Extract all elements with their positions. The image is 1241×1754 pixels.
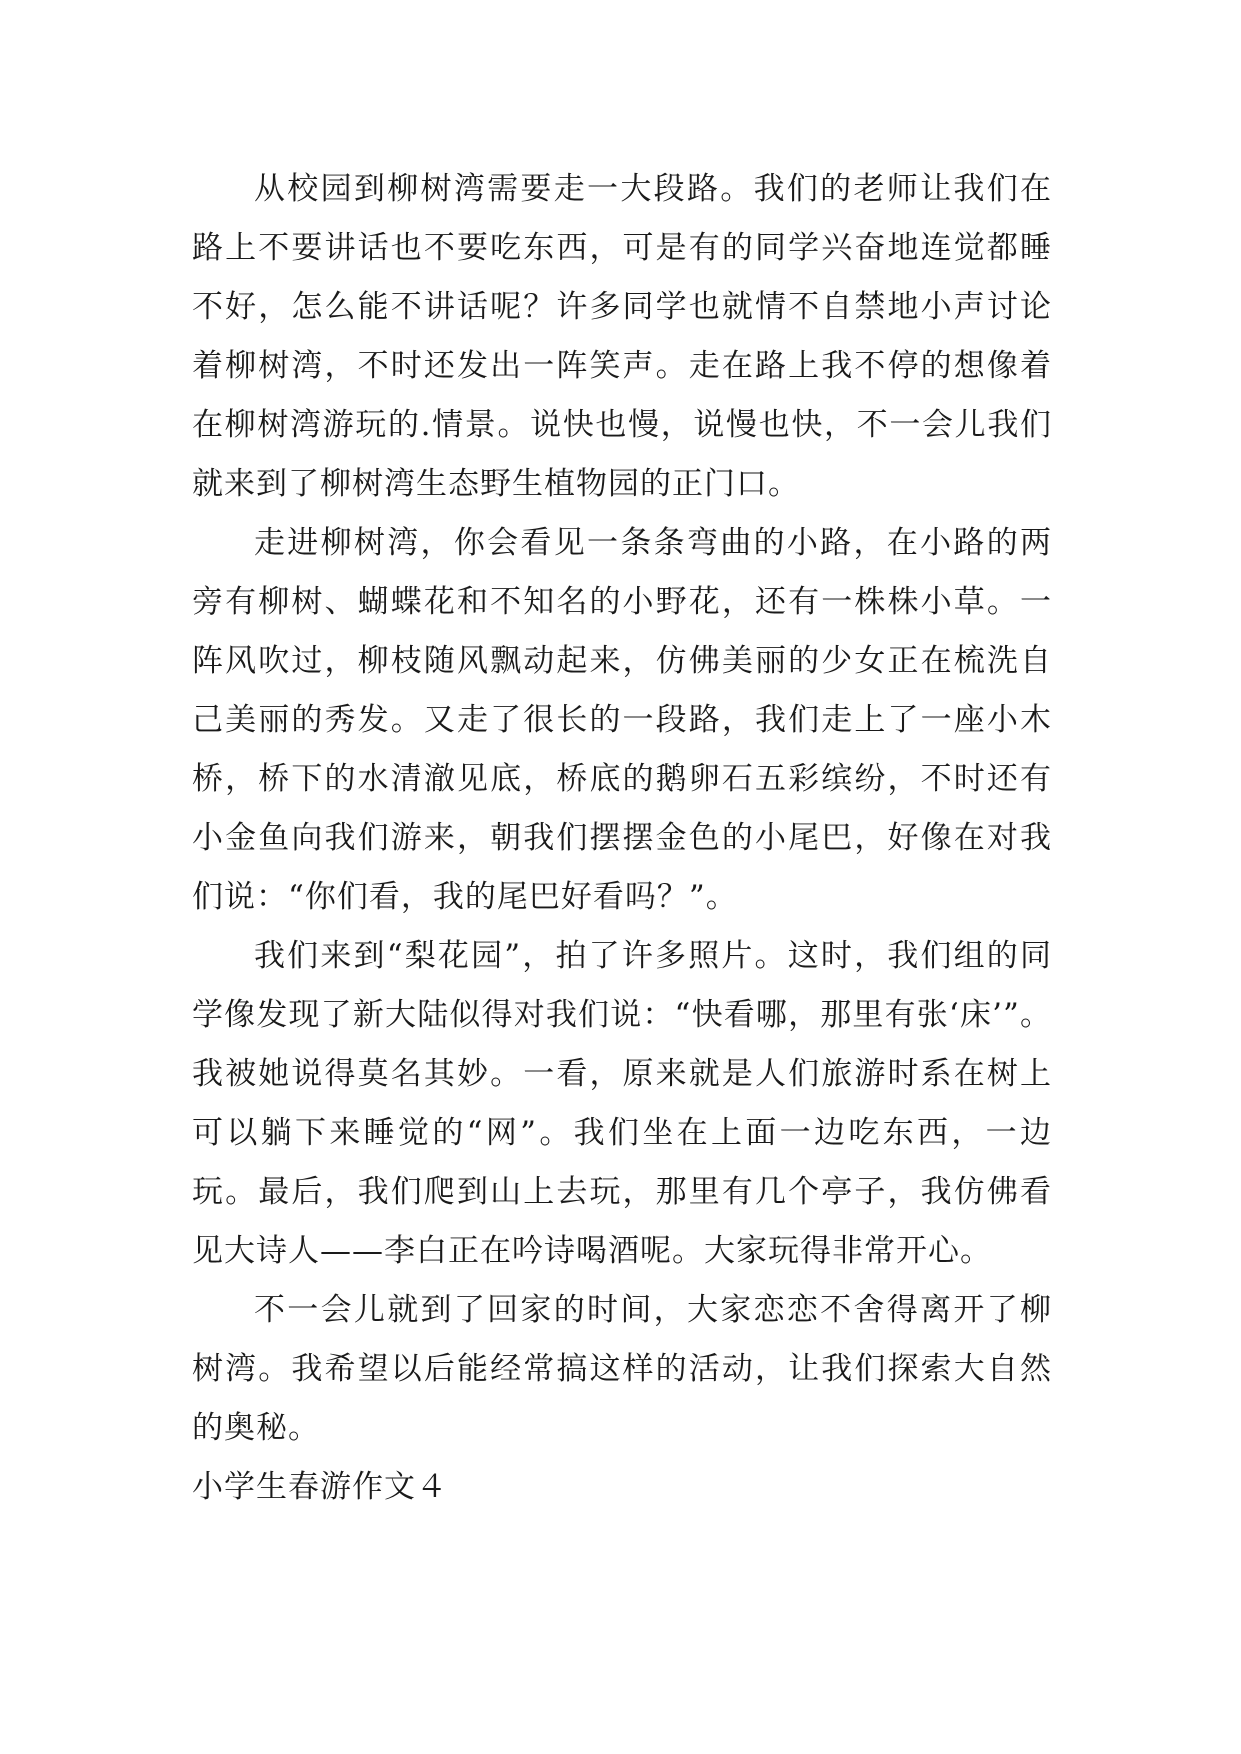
paragraph-2: 走进柳树湾，你会看见一条条弯曲的小路，在小路的两旁有柳树、蝴蝶花和不知名的小野花，还有一株株小草。一阵风吹过，柳枝随风飘动起来，仿佛美丽的少女正在梳洗自己美丽的秀发。又走了很长的一段路，我们走上了一座小木桥，桥下的水清澈见底，桥底的鹅卵石五彩缤纷，不时还有小金鱼向我们游来，朝我们摆摆金色的小尾巴，好像在对我们说：“你们看，我的尾巴好看吗？”。 xyxy=(192,525,1052,915)
paragraph-4: 不一会儿就到了回家的时间，大家恋恋不舍得离开了柳树湾。我希望以后能经常搞这样的活动，让我们探索大自然的奥秘。 xyxy=(192,1292,1052,1446)
paragraph-1: 从校园到柳树湾需要走一大段路。我们的老师让我们在路上不要讲话也不要吃东西，可是有的同学兴奋地连觉都睡不好，怎么能不讲话呢？许多同学也就情不自禁地小声讨论着柳树湾，不时还发出一阵笑声。走在路上我不停的想像着在柳树湾游玩的.情景。说快也慢，说慢也快，不一会儿我们就来到了柳树湾生态野生植物园的正门口。 xyxy=(192,171,1052,502)
document-body xyxy=(192,160,1052,1517)
paragraph-3: 我们来到“梨花园”，拍了许多照片。这时，我们组的同学像发现了新大陆似得对我们说：“快看哪，那里有张‘床’”。我被她说得莫名其妙。一看，原来就是人们旅游时系在树上可以躺下来睡觉的“网”。我们坐在上面一边吃东西，一边玩。最后，我们爬到山上去玩，那里有几个亭子，我仿佛看见大诗人——李白正在吟诗喝酒呢。大家玩得非常开心。 xyxy=(192,938,1052,1269)
section-heading: 小学生春游作文４ xyxy=(192,1469,448,1505)
